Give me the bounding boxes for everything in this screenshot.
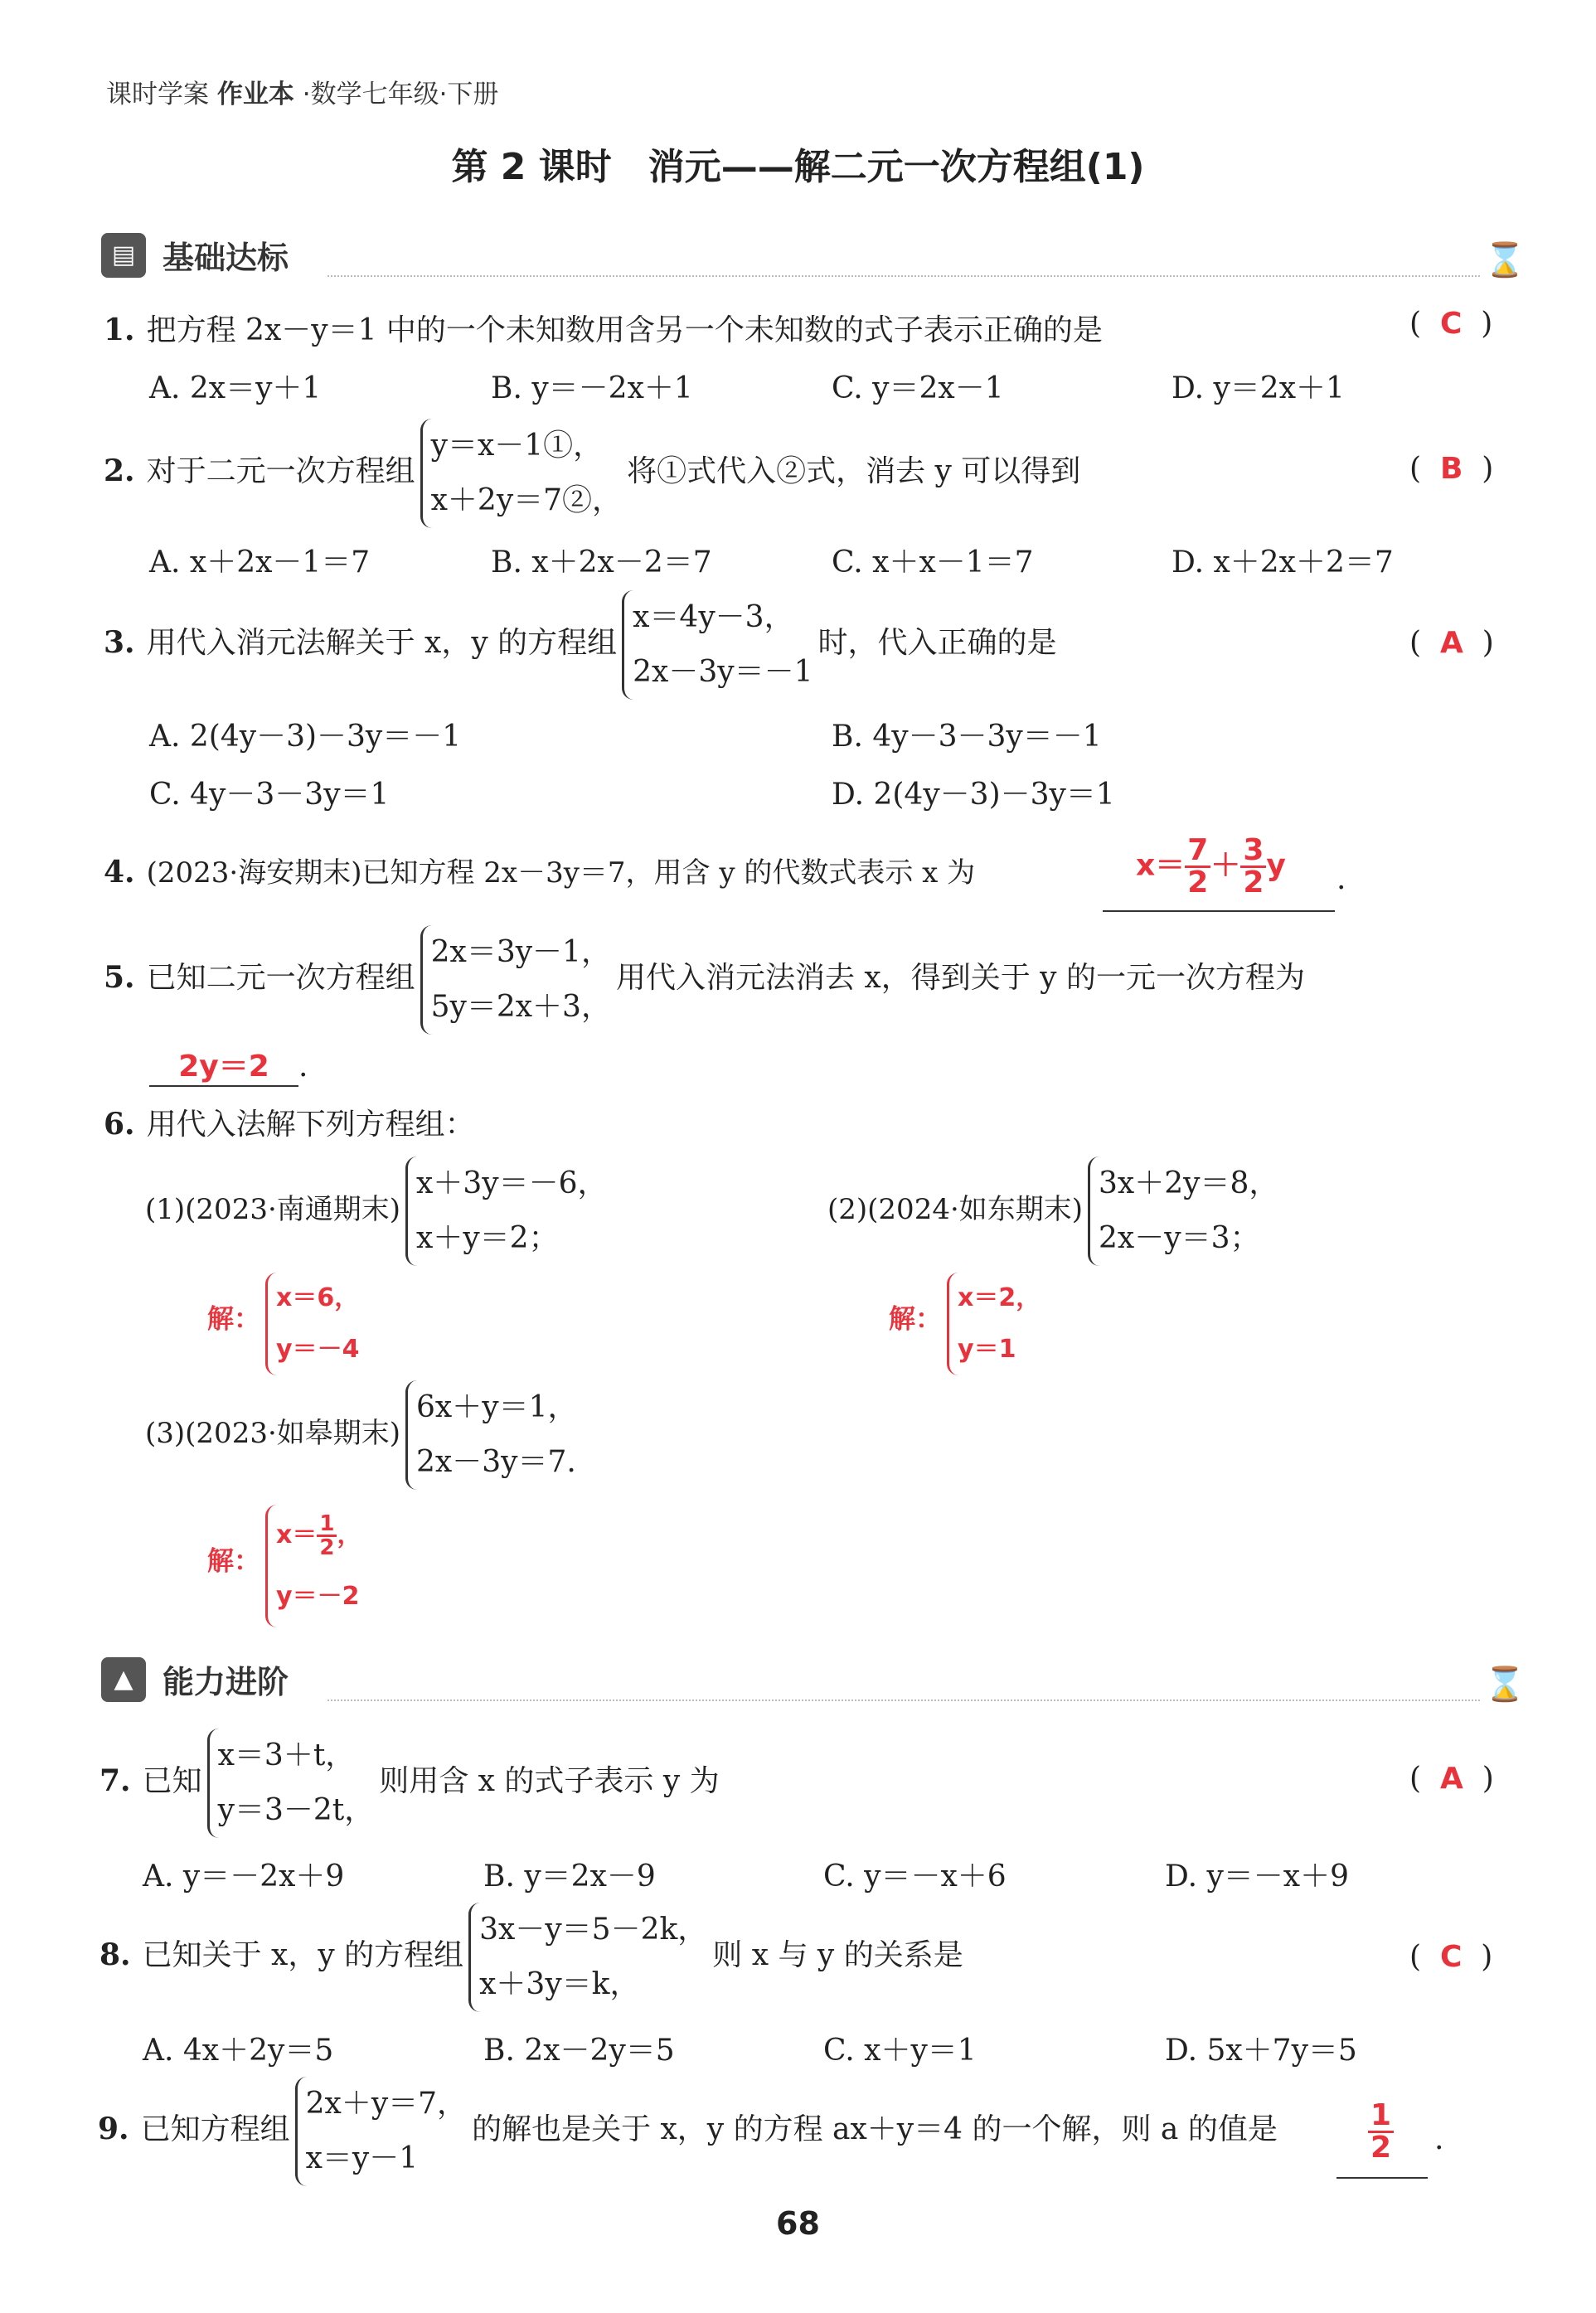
option: A. 4x＋2y＝5 [143, 2034, 334, 2068]
option: D. y＝2x＋1 [1172, 371, 1345, 405]
answer-expression: x＝ $\frac{7}{2}$ ＋ $\frac{3}{2}$ y [1136, 833, 1286, 900]
question-7: 7. 已知x＝3＋t， y＝3－2t，则用含 x 的式子表示 y 为 [99, 1729, 720, 1838]
subquestion-2: (2)(2024·如东期末)3x＋2y＝8， 2x－y＝3； [827, 1156, 1283, 1266]
answer-blank: 2y＝2 . [149, 1043, 308, 1087]
option: D. y＝－x＋9 [1165, 1860, 1350, 1894]
solution-2: 解：x＝2， y＝1 [889, 1273, 1045, 1375]
question-4: 4. (2023·海安期末)已知方程 2x－3y＝7，用含 y 的代数式表示 x 为 [104, 855, 976, 890]
answer-choice: A [1439, 626, 1463, 660]
answer-bracket: ( C ) [1409, 307, 1493, 341]
page-title: 第 2 课时 消元——解二元一次方程组(1) [451, 146, 1145, 188]
question-6: 6. 用代入法解下列方程组： [104, 1107, 475, 1142]
solution-1: 解：x＝6， y＝－4 [207, 1273, 364, 1375]
question-text: 把方程 2x－y＝1 中的一个未知数用含另一个未知数的式子表示正确的是 [146, 313, 1103, 347]
equation-system: 2x＋y＝7， x＝y－1 [295, 2077, 467, 2186]
option: B. y＝2x－9 [483, 1860, 656, 1894]
equation-system: 2x＝3y－1， 5y＝2x＋3， [420, 925, 611, 1035]
equation-system: x＝3＋t， y＝3－2t， [207, 1729, 375, 1838]
book-header [106, 73, 498, 110]
hourglass-icon: ⌛ [1484, 1666, 1526, 1704]
section-advanced [101, 1656, 289, 1702]
answer-choice: C [1439, 1940, 1463, 1974]
option: C. y＝－x＋6 [823, 1860, 1007, 1894]
option: B. 4y－3－3y＝－1 [832, 720, 1102, 754]
header-bold: 作业本 [216, 80, 294, 109]
hourglass-icon: ⌛ [1484, 241, 1526, 279]
answer-blank [1103, 829, 1335, 912]
question-9: 9. 已知方程组2x＋y＝7， x＝y－1的解也是关于 x，y 的方程 ax＋y＝4 的一个解，则 a 的值是 [98, 2077, 1278, 2186]
option: B. x＋2x－2＝7 [491, 546, 712, 579]
rocket-icon: ▲ [101, 1657, 146, 1702]
option: A. y＝－2x＋9 [143, 1860, 345, 1894]
option: C. y＝2x－1 [832, 371, 1004, 405]
section-basic [101, 232, 289, 278]
option: B. 2x－2y＝5 [483, 2034, 675, 2068]
option: B. y＝－2x＋1 [491, 371, 693, 405]
answer-bracket: ( A ) [1409, 1762, 1494, 1796]
solution-3: 解：x＝ $\frac{1}{2}$ ， y＝－2 [207, 1505, 366, 1627]
option: C. x＋y＝1 [823, 2034, 977, 2068]
question-8: 8. 已知关于 x，y 的方程组3x－y＝5－2k， x＋3y＝k，则 x 与 y 的关系是 [99, 1903, 963, 2012]
answer-choice: B [1439, 452, 1463, 486]
answer-bracket: ( C ) [1409, 1940, 1493, 1974]
punctuation: . [1434, 2122, 1444, 2156]
option: A. 2x＝y＋1 [149, 371, 322, 405]
section-advanced-label: 能力进阶 [163, 1664, 289, 1700]
divider [327, 275, 1480, 277]
question-2: 2. 对于二元一次方程组y＝x－1①， x＋2y＝7②，将①式代入②式，消去 y 可以得到 [104, 419, 1080, 528]
option: A. x＋2x－1＝7 [149, 546, 371, 579]
subquestion-1: (1)(2023·南通期末)x＋3y＝－6， x＋y＝2； [145, 1156, 612, 1266]
equation-system: x＝4y－3， 2x－3y＝－1 [622, 590, 813, 700]
answer-bracket: ( B ) [1409, 452, 1494, 486]
answer-blank [1336, 2096, 1428, 2179]
equation-system: y＝x－1①， x＋2y＝7②， [420, 419, 622, 528]
option: D. x＋2x＋2＝7 [1172, 546, 1394, 579]
option: C. x＋x－1＝7 [832, 546, 1034, 579]
answer-choice: A [1439, 1762, 1463, 1796]
question-number: 1. [104, 313, 135, 347]
equation-system: 3x－y＝5－2k， x＋3y＝k， [468, 1903, 707, 2012]
option: D. 5x＋7y＝5 [1165, 2034, 1357, 2068]
option: C. 4y－3－3y＝1 [149, 778, 390, 812]
option: A. 2(4y－3)－3y＝－1 [149, 720, 462, 754]
subquestion-3: (3)(2023·如皋期末)6x＋y＝1， 2x－3y＝7. [145, 1380, 582, 1490]
book-icon: ▤ [101, 233, 146, 278]
header-right: ·数学七年级·下册 [302, 80, 499, 109]
divider [327, 1700, 1480, 1701]
question-1 [104, 307, 1103, 349]
header-left: 课时学案 [106, 80, 209, 109]
question-3: 3. 用代入消元法解关于 x，y 的方程组x＝4y－3， 2x－3y＝－1时，代入正确的是 [104, 590, 1057, 700]
option: D. 2(4y－3)－3y＝1 [832, 778, 1115, 812]
question-5: 5. 已知二元一次方程组2x＝3y－1， 5y＝2x＋3，用代入消元法消去 x，得到关于 y 的一元一次方程为 [104, 925, 1305, 1035]
answer-choice: C [1439, 307, 1463, 341]
answer-bracket: ( A ) [1409, 626, 1494, 660]
page-number: 68 [776, 2205, 820, 2242]
section-basic-label: 基础达标 [163, 240, 289, 276]
answer-fraction: $\frac{1}{2}$ [1368, 2101, 1394, 2163]
punctuation: . [1336, 862, 1346, 896]
